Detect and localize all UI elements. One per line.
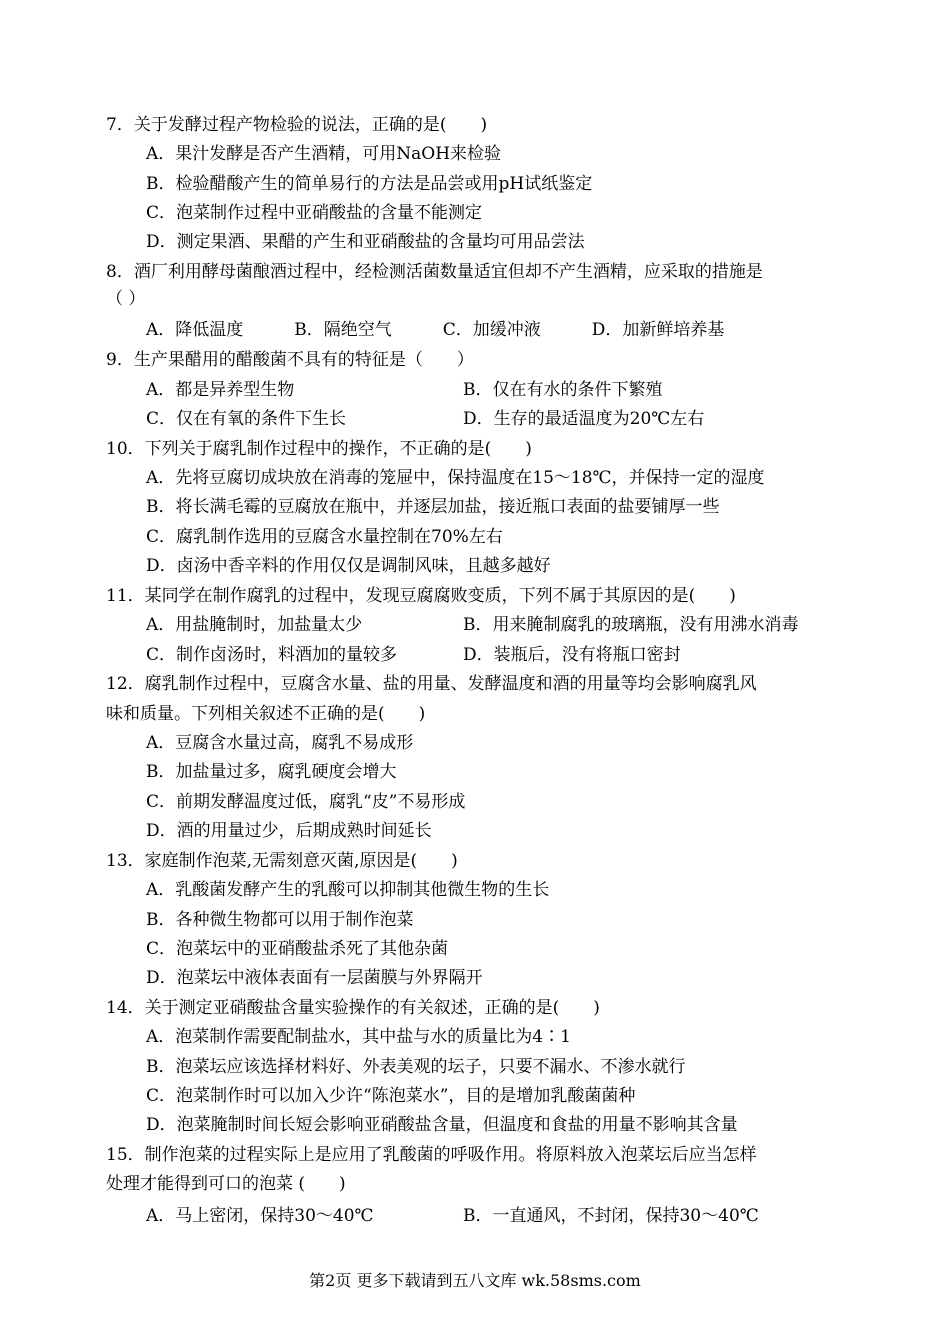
q15-stem-continued: 处理才能得到可口的泡菜 ( ) [106,1174,346,1194]
q14-stem: 14．关于测定亚硝酸盐含量实验操作的有关叙述，正确的是( ) [106,998,600,1018]
q12-option-c: C．前期发酵温度过低，腐乳“皮”不易形成 [146,792,466,812]
q8-options: A．降低温度 B．隔绝空气 C．加缓冲液 D．加新鲜培养基 [146,320,725,340]
q7-option-a: A．果汁发酵是否产生酒精，可用NaOH来检验 [146,144,502,164]
q7-option-c: C．泡菜制作过程中亚硝酸盐的含量不能测定 [146,203,483,223]
q9-option-a: A．都是异养型生物 [146,380,295,400]
q9-option-b: B．仅在有水的条件下繁殖 [463,380,663,400]
q9-option-c: C．仅在有氧的条件下生长 [146,409,347,429]
q13-option-d: D．泡菜坛中液体表面有一层菌膜与外界隔开 [146,968,483,988]
q12-option-d: D．酒的用量过少，后期成熟时间延长 [146,821,432,841]
q9-option-d: D．生存的最适温度为20℃左右 [463,409,705,429]
q15-option-a: A．马上密闭，保持30～40℃ [146,1206,374,1226]
page-footer: 第2页 更多下载请到五八文库 wk.58sms.com [309,1271,641,1290]
q7-option-d: D．测定果酒、果醋的产生和亚硝酸盐的含量均可用品尝法 [146,232,585,252]
q12-stem-continued: 味和质量。下列相关叙述不正确的是( ) [106,704,426,724]
q10-option-a: A．先将豆腐切成块放在消毒的笼屉中，保持温度在15～18℃，并保持一定的湿度 [146,468,765,488]
q10-stem: 10．下列关于腐乳制作过程中的操作，不正确的是( ) [106,439,532,459]
q13-option-b: B．各种微生物都可以用于制作泡菜 [146,910,414,930]
q11-stem: 11．某同学在制作腐乳的过程中，发现豆腐腐败变质，下列不属于其原因的是( ) [106,586,736,606]
q10-option-c: C．腐乳制作选用的豆腐含水量控制在70%左右 [146,527,503,547]
q14-option-b: B．泡菜坛应该选择材料好、外表美观的坛子，只要不漏水、不渗水就行 [146,1057,686,1077]
q10-option-d: D．卤汤中香辛料的作用仅仅是调制风味，且越多越好 [146,556,551,576]
q11-option-b: B．用来腌制腐乳的玻璃瓶，没有用沸水消毒 [463,615,799,635]
q8-stem: 8．酒厂利用酵母菌酿酒过程中，经检测活菌数量适宜但却不产生酒精，应采取的措施是 [106,262,763,282]
q15-stem: 15．制作泡菜的过程实际上是应用了乳酸菌的呼吸作用。将原料放入泡菜坛后应当怎样 [106,1145,757,1165]
q14-option-a: A．泡菜制作需要配制盐水，其中盐与水的质量比为4∶1 [146,1027,571,1047]
q9-stem: 9．生产果醋用的醋酸菌不具有的特征是（ ） [106,350,474,370]
q13-stem: 13．家庭制作泡菜,无需刻意灭菌,原因是( ) [106,851,458,871]
q15-option-b: B．一直通风，不封闭，保持30～40℃ [463,1206,759,1226]
q13-option-c: C．泡菜坛中的亚硝酸盐杀死了其他杂菌 [146,939,449,959]
q7-option-b: B．检验醋酸产生的简单易行的方法是品尝或用pH试纸鉴定 [146,174,593,194]
q14-option-c: C．泡菜制作时可以加入少许“陈泡菜水”，目的是增加乳酸菌菌种 [146,1086,636,1106]
q11-option-d: D．装瓶后，没有将瓶口密封 [463,645,681,665]
q11-option-c: C．制作卤汤时，料酒加的量较多 [146,645,398,665]
q12-stem: 12．腐乳制作过程中，豆腐含水量、盐的用量、发酵温度和酒的用量等均会影响腐乳风 [106,674,757,694]
q14-option-d: D．泡菜腌制时间长短会影响亚硝酸盐含量，但温度和食盐的用量不影响其含量 [146,1115,738,1135]
q10-option-b: B．将长满毛霉的豆腐放在瓶中，并逐层加盐，接近瓶口表面的盐要铺厚一些 [146,497,720,517]
q11-option-a: A．用盐腌制时，加盐量太少 [146,615,363,635]
q12-option-a: A．豆腐含水量过高，腐乳不易成形 [146,733,414,753]
q7-stem: 7．关于发酵过程产物检验的说法，正确的是( ) [106,115,488,135]
q13-option-a: A．乳酸菌发酵产生的乳酸可以抑制其他微生物的生长 [146,880,550,900]
q12-option-b: B．加盐量过多，腐乳硬度会增大 [146,762,397,782]
q8-stem-continued: （ ） [106,289,146,309]
